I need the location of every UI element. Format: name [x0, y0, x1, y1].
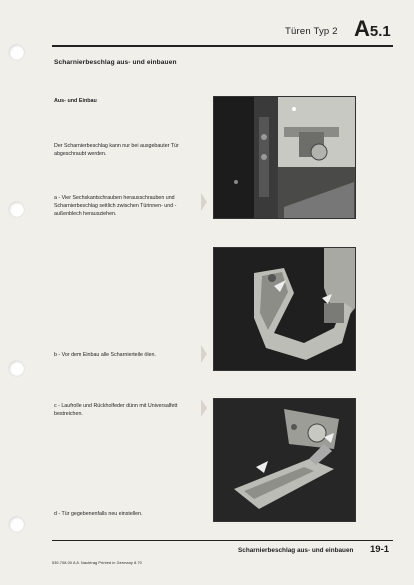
step-d: d - Tür gegebenenfalls neu einstellen.: [54, 511, 143, 517]
intro-paragraph: Der Scharnierbeschlag kann nur bei ausgebauter Tür abgeschraubt werden.: [54, 143, 179, 157]
sub-heading: Aus- und Einbau: [54, 98, 97, 104]
step-b: b - Vor dem Einbau alle Scharnierteile ölen.: [54, 352, 156, 358]
arrow-marker-c: [201, 399, 207, 417]
photo-hinge-in-door: [213, 96, 356, 219]
section-code: [354, 16, 391, 42]
step-c: c - Laufrolle und Rückholfeder dünn mit Universalfett bestreichen.: [54, 403, 178, 417]
section-letter: A: [354, 16, 370, 41]
footer-title: Scharnierbeschlag aus- und einbauen: [238, 547, 354, 554]
binder-hole-upper: [9, 202, 24, 217]
photo-hinge-bracket: [213, 247, 356, 371]
photo-roller-spring: [213, 398, 356, 522]
binder-hole-top: [9, 45, 24, 60]
print-note: 539.708.00 A 8. Nachtrag Printed in Germany 8.70: [52, 561, 142, 565]
main-heading: Scharnierbeschlag aus- und einbauen: [54, 59, 177, 66]
footer-page-number: 19-1: [370, 544, 390, 555]
binder-hole-bottom: [9, 517, 24, 532]
section-number: 5.1: [369, 23, 391, 40]
step-a: a - Vier Sechskantschrauben herausschrauben und Scharnierbeschlag seitlich zwischen Türinnen- und -außenblech herausziehen.: [54, 195, 177, 217]
header-title: Türen Typ 2: [285, 26, 338, 37]
header-rule: [52, 45, 393, 47]
arrow-marker-a: [201, 193, 207, 211]
footer-rule: [52, 540, 393, 541]
binder-hole-lower: [9, 361, 24, 376]
arrow-marker-b: [201, 345, 207, 363]
